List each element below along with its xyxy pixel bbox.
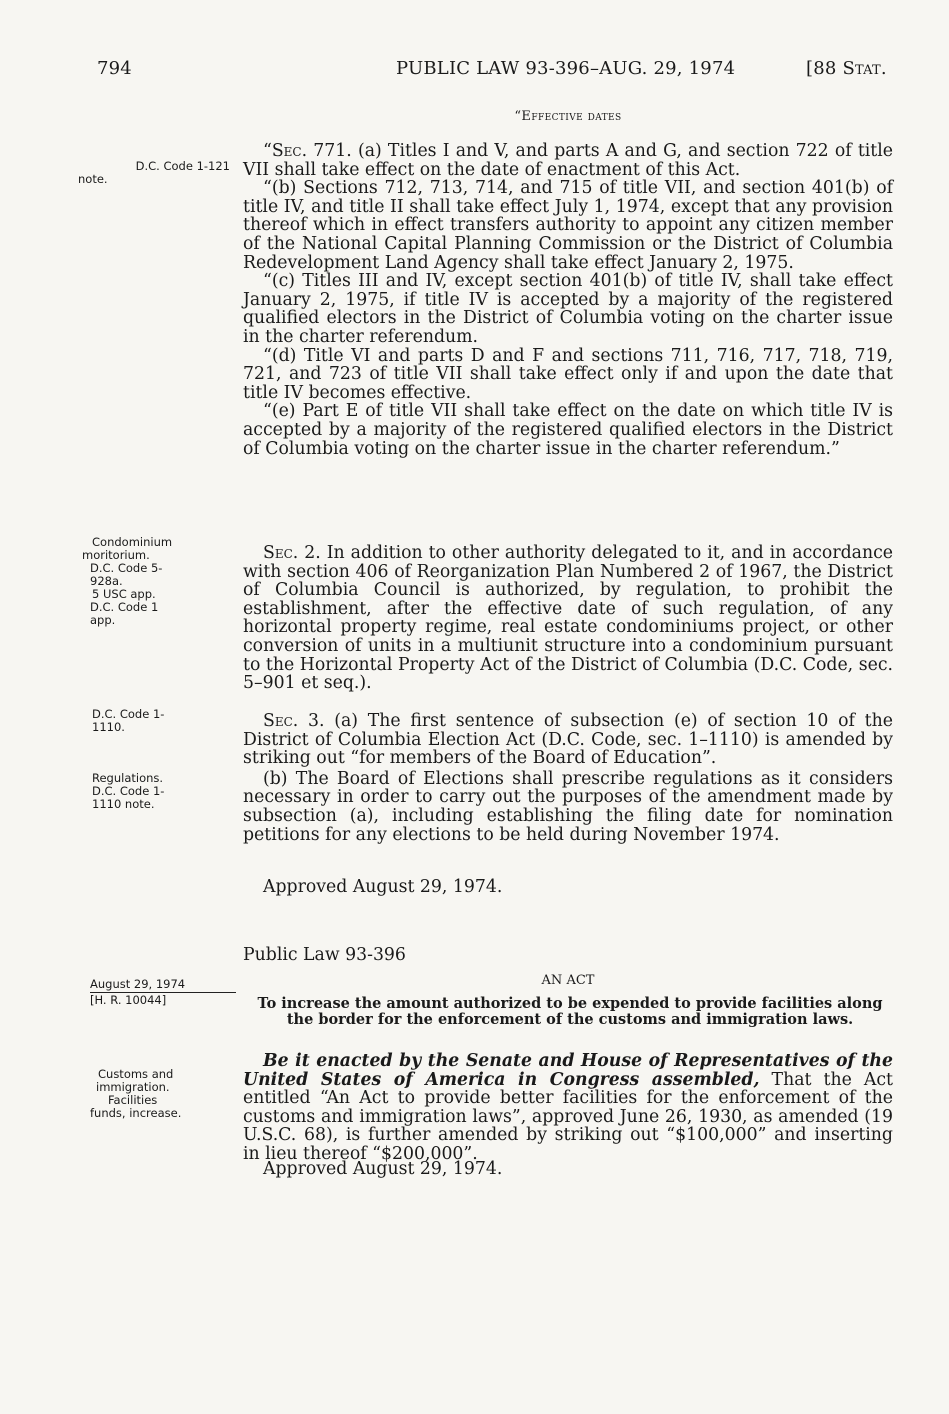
sec2-lead: Sec. 2.: [263, 543, 321, 563]
margin-note-enactment-date: [90, 978, 240, 1007]
sec771-d-paragraph: “(d) Title VI and parts D and F and sections 711, 716, 717, 718, 719, 721, and 723 of title VII shall take effect only if and upon the date that title IV becomes effective.: [243, 345, 893, 403]
volume-citation: [88 Stat.: [806, 58, 887, 79]
page-number: 794: [97, 58, 132, 79]
sec2-paragraph: [243, 544, 893, 693]
sec771-e-paragraph: “(e) Part E of title VII shall take effect on the date on which title IV is accepted by a majority of the registered qualified electors in the District of Columbia voting on the charter issue in the charter referendum.”: [243, 401, 893, 459]
sec771-a-paragraph: [243, 142, 893, 179]
approved-date-1: Approved August 29, 1974.: [263, 877, 503, 897]
sec2-text: In addition to other authority delegated to it, and in accordance with section 406 of Reorganization Plan Numbered 2 of 1967, the District of Columbia Council is authorized, by regulation, to prohibit the establishment, after the effective date of such regulation, of any horizontal property regime, real estate condominiums project, or other conversion of units in a multiunit structure into a condominium pursuant to the Horizontal Property Act of the District of Columbia (D.C. Code, sec. 5–901 et seq.).: [243, 543, 893, 694]
an-act-heading: AN ACT: [541, 973, 595, 988]
sec3-a-text: (a) The first sentence of subsection (e) of section 10 of the District of Columbia Election Act (D.C. Code, sec. 1–1110) is amended by striking out “for members of the Board of Education”.: [243, 711, 893, 769]
act-title: To increase the amount authorized to be expended to provide facilities along the border for the enforcement of the customs and immigration laws.: [257, 995, 883, 1028]
sec3-b-paragraph: (b) The Board of Elections shall prescribe regulations as it considers necessary in order to carry out the purposes of the amendment made by subsection (a), including establishing the filing date for nomination petitions for any elections to be held during November 1974.: [243, 768, 893, 845]
sec771-a-text: (a) Titles I and V, and parts A and G, and section 722 of title VII shall take effect on the date of enactment of this Act.: [243, 141, 893, 180]
sec771-b-paragraph: “(b) Sections 712, 713, 714, and 715 of title VII, and section 401(b) of title IV, and title II shall take effect July 1, 1974, except that any provision thereof which in effect transfers authority to appoint any citizen member of the National Capital Planning Commission or the District of Columbia Redevelopment Land Agency shall take effect January 2, 1975.: [243, 178, 893, 273]
margin-note-condominium: Condominium moritorium. D.C. Code 5- 928a. 5 USC app. D.C. Code 1 app.: [82, 535, 173, 627]
section-3: [243, 712, 893, 844]
margin-note-regulations: Regulations. D.C. Code 1- 1110 note.: [92, 771, 165, 811]
enactment-date: August 29, 1974: [90, 977, 186, 991]
enacting-clause-text: That the Act entitled “An Act to provide better facilities for the enforcement of the customs and immigration laws”, approved June 26, 1930, as amended (19 U.S.C. 68), is further amended by striking out “$100,000” and inserting in lieu thereof “$200,000”.: [243, 1069, 893, 1164]
margin-note-effective: D.C. Code 1-121 note.: [78, 159, 230, 186]
approved-date-2: Approved August 29, 1974.: [263, 1159, 503, 1179]
sec3-lead: Sec. 3.: [263, 711, 325, 731]
running-head: PUBLIC LAW 93-396–AUG. 29, 1974: [396, 58, 736, 79]
margin-note-customs: Customs and immigration. Facilities funds, increase.: [90, 1067, 182, 1120]
margin-note-election-act: D.C. Code 1- 1110.: [92, 707, 165, 734]
enacting-clause-italic: Be it enacted by the Senate and House of Representatives of the United States of America in Congress assembled,: [243, 1051, 893, 1090]
section-771: [243, 142, 893, 458]
section-heading: “Effective dates: [514, 109, 622, 124]
enacting-clause: [243, 1052, 893, 1164]
sec771-lead: “Sec. 771.: [263, 141, 352, 161]
sec771-c-paragraph: “(c) Titles III and IV, except section 401(b) of title IV, shall take effect January 2, 1975, if title IV is accepted by a majority of the registered qualified electors in the District of Columbia voting on the charter issue in the charter referendum.: [243, 271, 893, 347]
section-2: [243, 544, 893, 693]
sec3-a-paragraph: [243, 712, 893, 768]
bill-number: [H. R. 10044]: [90, 992, 236, 1007]
public-law-number: Public Law 93-396: [243, 945, 406, 965]
